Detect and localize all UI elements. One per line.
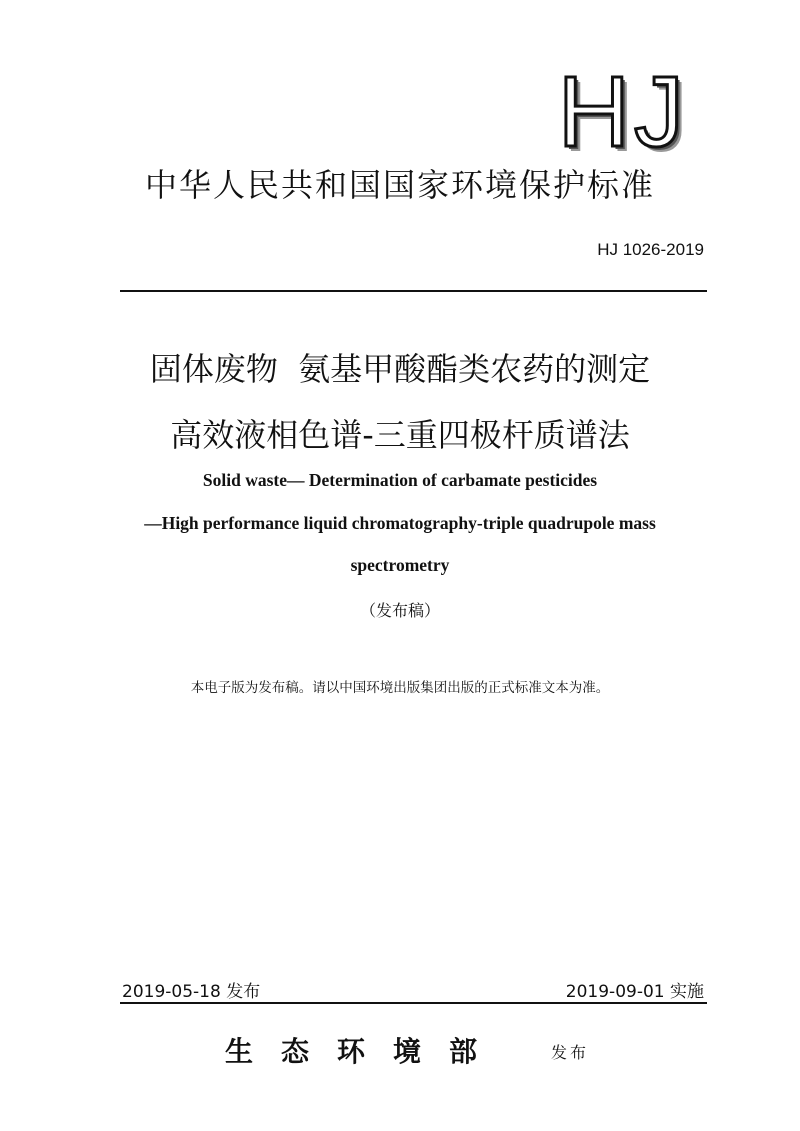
issuing-action: 发布 [551,1043,590,1062]
implementation-date: 2019-09-01 实施 [565,982,704,1002]
issue-date: 2019-05-18 发布 [122,982,261,1002]
document-status: （发布稿） [359,601,440,620]
chinese-title-line-2: 高效液相色谱-三重四极杆质谱法 [170,416,630,454]
organization-title: 中华人民共和国国家环境保护标准 [144,166,655,204]
top-divider [120,290,707,292]
issuing-authority: 生态环境部 [225,1035,506,1068]
english-title-line-3: spectrometry [350,555,450,575]
chinese-title-line-1: 固体废物 氨基甲酸酯类农药的测定 [149,350,651,388]
hj-logo: HJ [557,56,688,168]
standard-code: HJ 1026-2019 [597,240,704,259]
bottom-divider [120,1002,707,1004]
english-title-line-1: Solid waste— Determination of carbamate pesticides [202,470,598,490]
english-title-line-2: —High performance liquid chromatography-triple quadrupole mass [144,513,656,533]
edition-note: 本电子版为发布稿。请以中国环境出版集团出版的正式标准文本为准。 [190,680,610,696]
